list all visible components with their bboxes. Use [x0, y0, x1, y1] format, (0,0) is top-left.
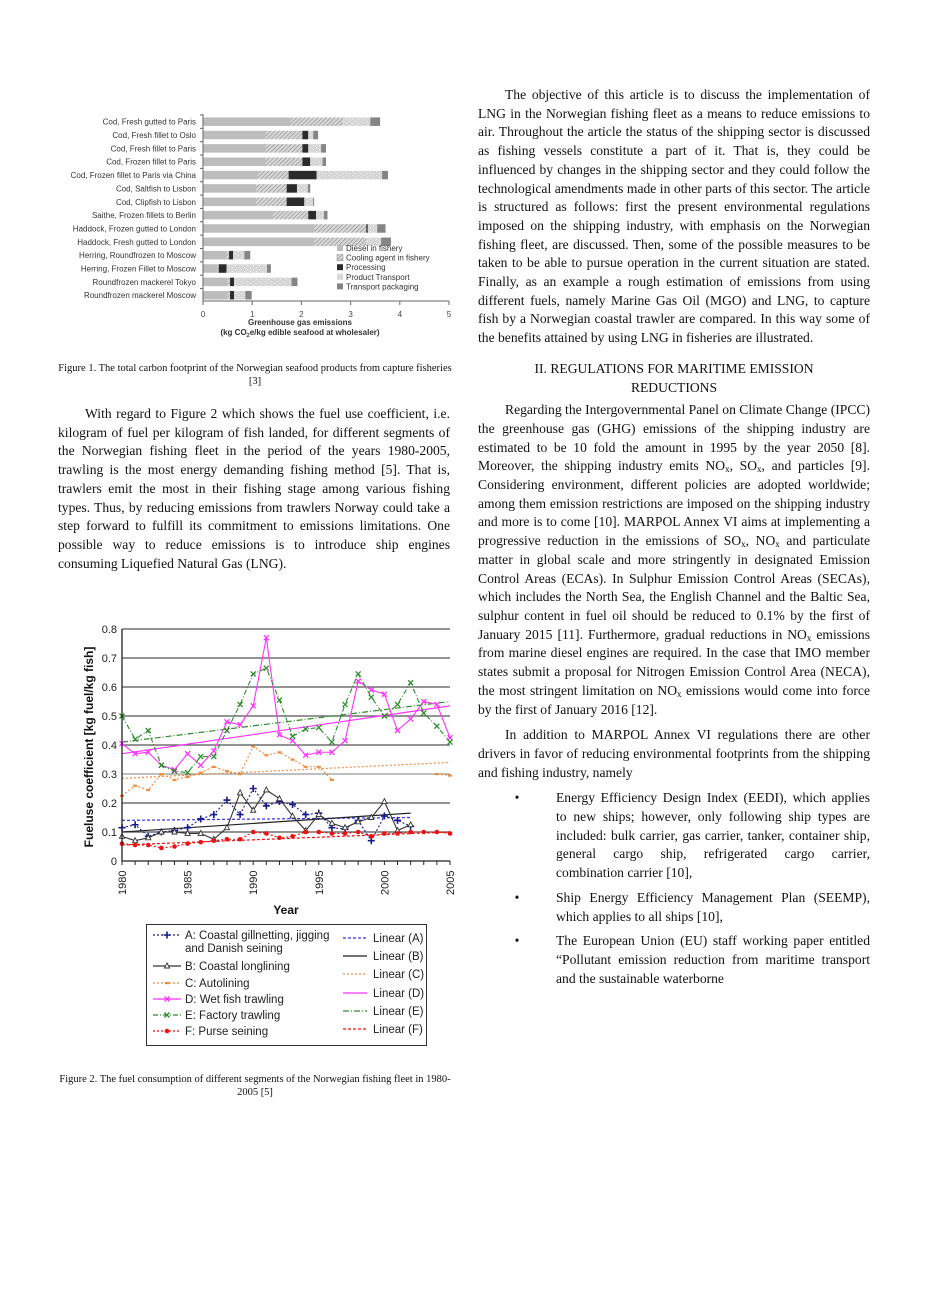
- data-point: [251, 745, 255, 747]
- bar-segment: [203, 171, 258, 180]
- bar-segment: [219, 264, 227, 273]
- data-point: [395, 831, 400, 836]
- data-point: [146, 843, 151, 848]
- bar-segment: [343, 117, 370, 126]
- data-point: [264, 787, 269, 792]
- data-point: [212, 766, 216, 768]
- data-point: [224, 728, 229, 733]
- bar-segment: [218, 264, 219, 273]
- bar-segment: [287, 184, 297, 193]
- category-label: Cod, Fresh fillet to Oslo: [112, 131, 196, 141]
- list-item: • Ship Energy Efficiency Management Plan (SEEMP), which applies to all ships [10],: [478, 889, 870, 926]
- data-point: [238, 837, 243, 842]
- legend-label: Linear (A): [373, 933, 424, 945]
- data-point: [330, 831, 335, 836]
- y-tick-label: 0.3: [101, 769, 117, 781]
- data-point: [264, 754, 268, 756]
- data-point: [369, 695, 374, 700]
- bar-segment: [323, 157, 326, 166]
- series-line: [122, 668, 450, 772]
- bar-segment: [203, 264, 218, 273]
- category-label: Cod, Fresh gutted to Paris: [102, 117, 196, 127]
- bar-segment: [203, 157, 265, 166]
- data-point: [408, 830, 413, 835]
- bar-segment: [316, 211, 324, 220]
- x-axis-title: Year: [273, 903, 299, 915]
- data-point: [317, 830, 322, 835]
- trendline: [122, 706, 450, 754]
- legend-swatch: [337, 274, 343, 280]
- bar-segment: [287, 198, 305, 207]
- data-point: [159, 846, 164, 851]
- legend-label: F: Purse seining: [185, 1026, 269, 1038]
- x-axis-subtitle: (kg $CO_2e/kg$ edible seafood at wholesaler): [220, 328, 380, 339]
- bar-segment: [315, 224, 367, 233]
- bar-segment: [227, 251, 229, 259]
- legend-label: D: Wet fish trawling: [185, 994, 284, 1006]
- bar-segment: [292, 278, 298, 287]
- category-label: Cod, Saltfish to Lisbon: [115, 184, 196, 194]
- data-point: [238, 773, 242, 775]
- category-label: Cod, Clipfish to Lisbon: [115, 197, 196, 207]
- data-point: [330, 779, 334, 781]
- x-tick-label: 2005: [445, 870, 457, 895]
- bar-segment: [308, 184, 310, 193]
- data-point: [304, 766, 308, 768]
- category-label: Cod, Fresh fillet to Paris: [110, 144, 196, 154]
- data-point: [165, 1029, 170, 1034]
- data-point: [199, 772, 203, 774]
- data-point: [238, 702, 243, 707]
- legend-label: Diesel in fishery: [346, 244, 403, 253]
- data-point: [198, 840, 203, 845]
- tick-label: 5: [446, 310, 452, 319]
- legend-swatch: [337, 264, 343, 270]
- data-point: [212, 838, 217, 843]
- x-tick-label: 1980: [117, 870, 129, 895]
- data-point: [237, 790, 242, 795]
- figure2-legend: [146, 924, 427, 1046]
- y-tick-label: 0: [110, 856, 117, 868]
- bar-segment: [297, 184, 308, 193]
- x-tick-label: 1995: [313, 870, 326, 895]
- y-tick-label: 0.4: [101, 740, 117, 752]
- data-point: [211, 748, 216, 753]
- data-point: [277, 751, 281, 753]
- bar-segment: [366, 224, 367, 233]
- y-tick-label: 0.2: [101, 798, 117, 810]
- bullet-icon: •: [514, 933, 520, 949]
- legend-label: C: Autolining: [185, 978, 250, 990]
- category-label: Haddock, Frozen gutted to London: [72, 224, 196, 234]
- data-point: [382, 831, 387, 836]
- bullet-icon: •: [514, 790, 520, 806]
- bar-segment: [267, 264, 271, 273]
- y-tick-label: 0.8: [101, 624, 117, 636]
- bar-segment: [273, 211, 308, 220]
- y-tick-label: 0.5: [101, 711, 117, 723]
- bar-segment: [203, 251, 227, 259]
- legend-swatch: [337, 255, 343, 261]
- data-point: [316, 812, 321, 817]
- trendline: [122, 813, 411, 832]
- data-point: [382, 692, 387, 697]
- bar-segment: [228, 291, 230, 300]
- data-point: [225, 837, 230, 842]
- data-point: [172, 844, 177, 849]
- bar-segment: [265, 157, 302, 166]
- bar-segment: [313, 131, 318, 140]
- bar-segment: [258, 171, 289, 180]
- bar-segment: [321, 144, 326, 153]
- data-point: [277, 796, 282, 801]
- data-point: [356, 671, 361, 676]
- legend-label: Linear (B): [373, 951, 424, 963]
- bar-segment: [256, 198, 287, 207]
- bar-segment: [245, 291, 251, 300]
- bar-segment: [203, 131, 265, 140]
- bar-segment: [256, 184, 287, 193]
- data-point: [211, 754, 216, 759]
- data-point: [329, 740, 334, 745]
- data-point: [381, 813, 388, 820]
- data-point: [343, 702, 348, 707]
- legend-label: Transport packaging: [346, 282, 419, 292]
- series-group: [120, 830, 453, 851]
- figure2-line-chart: [0, 615, 470, 915]
- paragraph: With regard to Figure 2 which shows the fuel use coefficient, i.e. kilogram of fuel per kilogram of fish landed, for different segments of the Norwegian fishing fleet in the period of the years 1980-2005, trawling is the most energy demanding fishing method [5]. That is, trawlers emit the most in their fishing stage among various fishing types. Thus, by reducing emissions from trawlers Norway could take a step forward to fulfill its commitment to emissions limitations. One possible way to reduce emissions is to introduce ship engines consuming Liquefied Natural Gas (LNG).: [58, 406, 450, 571]
- figure1-bar-chart: [0, 100, 460, 445]
- data-point: [369, 687, 374, 692]
- bar-segment: [229, 251, 233, 259]
- bar-segment: [203, 238, 315, 247]
- data-point: [197, 815, 204, 822]
- data-point: [329, 820, 334, 825]
- legend-label: B: Coastal longlining: [185, 961, 290, 973]
- data-point: [317, 766, 321, 768]
- bar-segment: [203, 224, 315, 233]
- data-point: [356, 830, 361, 835]
- data-point: [435, 773, 439, 775]
- tick-label: 2: [299, 310, 304, 319]
- paragraph: Regarding the Intergovernmental Panel on Climate Change (IPCC) the greenhouse gas (GHG) emissions of the shipping industry are estimated to be 10 fold the amount in 1995 by the year 2050 [8]. Moreover, the shipping industry emits $NO_x$, $SO_x$, and particles [9]. Considering environment, different policies are adopted worldwide; among them emission restrictions are imposed on the shipping industry and more is to come [10]. MARPOL Annex VI aims at implementing a progressive reduction in the emissions of $SO_x$, $NO_x$ and particulate matter in global scale and more stringently in designated Emission Control Areas (ECAs). In Sulphur Emission Control Areas (SECAs), which includes the North Sea, the English Channel and the Baltic Sea, sulphur content in fuel oil should be reduced to 0.1% by the first of January 2015 [11]. Furthermore, gradual reductions in $NO_x$ emissions from marine diesel engines are required. In the case that IMO member states submit a proposal for Nitrogen Emission Control Area (NECA), the most stringent limitation on $NO_x$ emissions would come into force by the first of January 2016 [12].: [478, 402, 871, 717]
- bar-segment: [302, 144, 308, 153]
- data-point: [303, 830, 308, 835]
- figure2-caption: Figure 2. The fuel consumption of different segments of the Norwegian fishing fleet in 1980-2005 [5]: [59, 1074, 451, 1098]
- series-group: [120, 745, 452, 797]
- data-point: [382, 799, 387, 804]
- bar-segment: [230, 291, 234, 300]
- bar-segment: [310, 157, 322, 166]
- trendline: [122, 702, 450, 743]
- data-point: [172, 779, 176, 781]
- tick-label: 4: [397, 310, 403, 319]
- bar-segment: [313, 198, 314, 207]
- data-point: [133, 785, 137, 787]
- bar-segment: [324, 211, 327, 220]
- data-point: [408, 680, 413, 685]
- list-item: • Energy Efficiency Design Index (EEDI), which applies to new ships; however, only following ship types are included: bulk carrier, gas carrier, tanker, container ship, general cargo ship, refrigerated cargo carrier, combination carrier [10],: [478, 789, 870, 883]
- data-point: [264, 831, 269, 836]
- data-point: [146, 789, 150, 791]
- data-point: [198, 763, 203, 768]
- trendline: [122, 762, 450, 778]
- data-point: [185, 841, 190, 846]
- bar-segment: [382, 171, 388, 180]
- bar-segment: [368, 224, 377, 233]
- bullet-list: [478, 789, 870, 988]
- x-tick-label: 1990: [248, 870, 261, 895]
- data-point: [448, 740, 453, 745]
- legend-label: A: Coastal gillnetting, jigging: [185, 930, 330, 942]
- data-point: [251, 671, 256, 676]
- series-group: [120, 666, 453, 775]
- tick-label: 0: [200, 310, 206, 319]
- y-tick-label: 0.7: [101, 653, 117, 665]
- data-point: [251, 830, 256, 835]
- bullet-icon: •: [514, 889, 520, 905]
- bar-segment: [304, 198, 313, 207]
- data-point: [302, 811, 309, 818]
- y-tick-label: 0.6: [101, 682, 117, 694]
- paragraph: In addition to MARPOL Annex VI regulations there are other drivers in favor of reducing environmental footprints from the shipping and fishing industry, namely: [478, 727, 870, 780]
- bar-segment: [265, 131, 302, 140]
- bar-segment: [308, 211, 316, 220]
- bar-segment: [308, 131, 313, 140]
- bar-segment: [265, 144, 302, 153]
- bar-segment: [203, 291, 228, 300]
- bar-segment: [203, 144, 265, 153]
- bar-segment: [302, 131, 308, 140]
- category-label: Cod, Frozen fillet to Paris: [106, 157, 196, 167]
- category-label: Saithe, Frozen fillets to Berlin: [91, 211, 196, 221]
- category-label: Cod, Frozen fillet to Paris via China: [70, 171, 196, 181]
- data-point: [316, 725, 321, 730]
- figure1-caption: Figure 1. The total carbon footprint of the Norwegian seafood products from capture fisheries [3]: [58, 363, 452, 387]
- left-column-text: [58, 405, 450, 573]
- right-column-text: [478, 86, 870, 994]
- bar-segment: [291, 117, 344, 126]
- y-axis-title: Fueluse coefficient [kg fuel/kg fish]: [82, 646, 96, 848]
- legend-label: Linear (E): [373, 1006, 424, 1018]
- data-point: [421, 830, 426, 835]
- legend-label: Linear (D): [373, 988, 425, 1000]
- bar-segment: [203, 278, 228, 287]
- bar-segment: [234, 278, 292, 287]
- tick-label: 3: [348, 310, 353, 319]
- legend-swatch: [337, 283, 343, 289]
- data-point: [198, 754, 203, 759]
- bar-segment: [234, 291, 245, 300]
- legend-label: Cooling agent in fishery: [346, 253, 430, 263]
- bar-segment: [228, 278, 230, 287]
- paragraph: The objective of this article is to discuss the implementation of LNG in the Norwegian fishing fleet as a means to reduce emissions to air. Throughout the article the status of the shipping sector is discussed as fishing vessels constitute a part of it. That is, they could be influenced by changes in the shipping sector and they could follow the technological amendments made in other parts of this sector. The article is structured as follows: first the present environmental regulations imposed on the shipping industry, with emphasis on the Norwegian fishing fleet, are discussed. Then, some of the possible measures to be taken to be able to pursue operation in the current situation are stated. Finally, as an example a rough estimation of emissions from using different fuels, namely Marine Gas Oil (MGO) and LNG, to capture fish by a Norwegian coastal trawler are compared. In this way some of the benefits attained by using LNG in fisheries are illustrated.: [478, 87, 870, 346]
- y-tick-label: 0.1: [101, 827, 117, 839]
- data-point: [408, 822, 413, 827]
- data-point: [448, 774, 452, 776]
- bar-segment: [302, 157, 310, 166]
- bar-segment: [230, 278, 234, 287]
- trendline: [122, 832, 450, 845]
- bar-segment: [203, 117, 291, 126]
- data-point: [291, 759, 295, 761]
- x-tick-label: 1985: [182, 870, 195, 895]
- bar-segment: [308, 144, 321, 153]
- x-tick-label: 2000: [379, 870, 392, 895]
- bar-segment: [377, 224, 385, 233]
- category-label: Herring, Frozen Fillet to Moscow: [80, 264, 196, 274]
- bar-segment: [289, 171, 317, 180]
- series-group: [120, 635, 453, 772]
- data-point: [435, 830, 440, 835]
- data-point: [146, 728, 151, 733]
- data-point: [277, 698, 282, 703]
- legend-label: and Danish seining: [185, 943, 283, 955]
- data-point: [264, 666, 269, 671]
- data-point: [290, 834, 295, 839]
- data-point: [434, 724, 439, 729]
- bar-segment: [317, 171, 382, 180]
- tick-label: 1: [249, 310, 255, 319]
- legend-label: Linear (C): [373, 969, 425, 981]
- data-point: [408, 716, 413, 721]
- bar-segment: [227, 264, 267, 273]
- data-point: [369, 834, 374, 839]
- bar-segment: [244, 251, 250, 259]
- category-label: Roundfrozen mackerel Moscow: [83, 291, 196, 301]
- bar-segment: [233, 251, 244, 259]
- category-label: Herring, Roundfrozen to Moscow: [79, 251, 196, 261]
- legend: [337, 244, 430, 291]
- data-point: [395, 728, 400, 733]
- data-point: [448, 831, 453, 836]
- x-axis-title: Greenhouse gas emissions: [247, 318, 353, 327]
- data-point: [185, 751, 190, 756]
- data-point: [290, 734, 295, 739]
- data-point: [186, 776, 190, 778]
- data-point: [421, 711, 426, 716]
- data-point: [159, 773, 163, 775]
- bar-segment: [203, 198, 256, 207]
- data-point: [225, 770, 229, 772]
- section-heading: II. REGULATIONS FOR MARITIME EMISSION REDUCTIONS: [534, 360, 814, 395]
- legend-label: E: Factory trawling: [185, 1010, 281, 1022]
- legend-label: Product Transport: [346, 272, 410, 282]
- data-point: [343, 831, 348, 836]
- data-point: [164, 932, 171, 939]
- data-point: [133, 843, 138, 848]
- legend-label: Linear (F): [373, 1024, 423, 1036]
- bar-segment: [370, 117, 380, 126]
- list-item: • The European Union (EU) staff working paper entitled “Pollutant emission reduction from maritime transport and the sustainable waterborne: [478, 932, 870, 988]
- data-point: [395, 702, 400, 707]
- legend-swatch: [337, 245, 343, 251]
- data-point: [159, 763, 164, 768]
- bar-segment: [203, 211, 273, 220]
- legend-label: Processing: [346, 263, 386, 273]
- data-point: [165, 982, 169, 984]
- category-label: Haddock, Fresh gutted to London: [77, 237, 196, 247]
- data-point: [277, 836, 282, 841]
- category-label: Roundfrozen mackerel Tokyo: [92, 277, 196, 287]
- bar-segment: [203, 184, 256, 193]
